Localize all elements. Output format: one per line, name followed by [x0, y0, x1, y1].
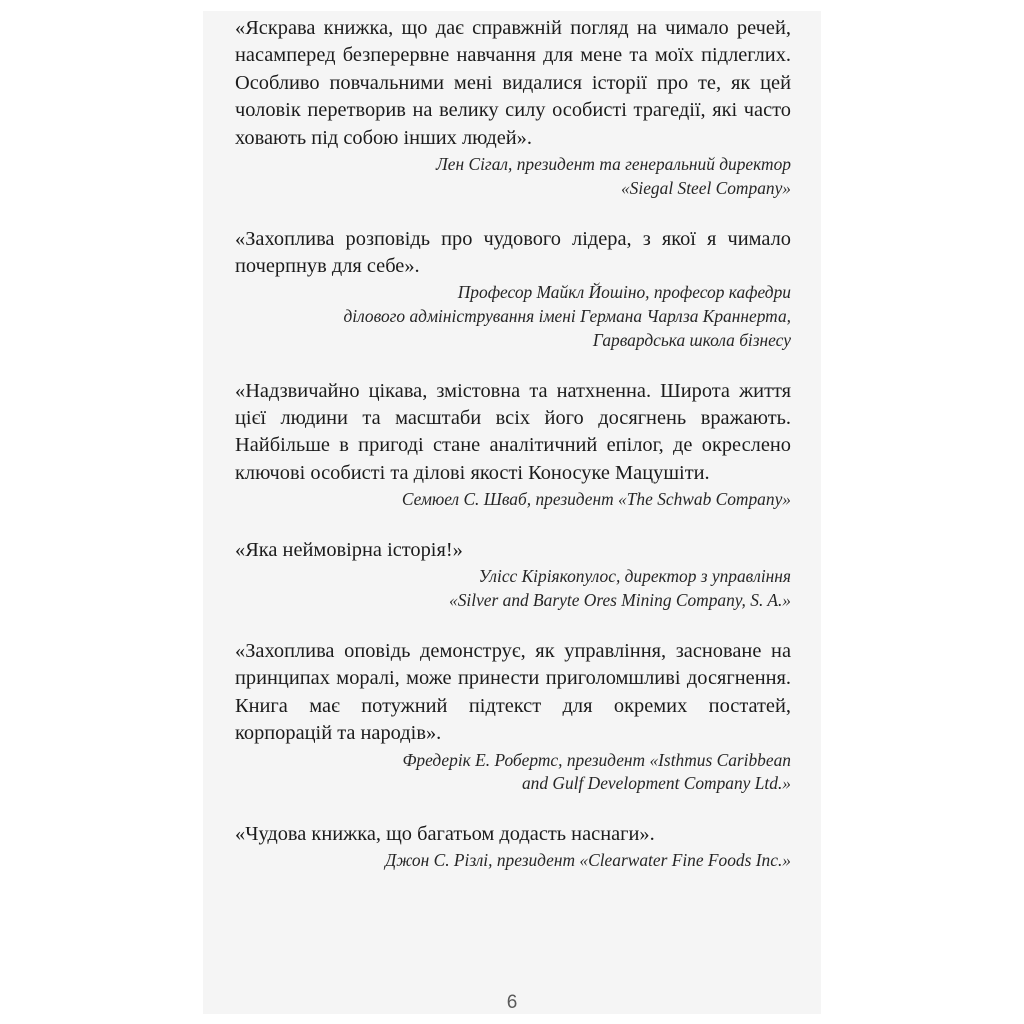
endorsement-attribution-line: Гарвардська школа бізнесу [592, 329, 791, 350]
endorsement-attribution-line: Професор Майкл Йошіно, професор кафедри [457, 282, 791, 303]
endorsement-attribution-line: Улісс Кіріякопулос, директор з управління [478, 566, 791, 587]
endorsement-entry [235, 537, 791, 612]
endorsement-quote: «Яка неймовірна історія!» [235, 539, 463, 562]
endorsements-column [235, 15, 791, 872]
endorsement-attribution-line: Джон С. Різлі, президент «Clearwater Fine Foods Inc.» [385, 850, 791, 871]
endorsement-attribution-line: and Gulf Development Company Ltd.» [521, 773, 791, 794]
endorsement-entry [235, 378, 791, 511]
endorsement-quote: «Чудова книжка, що багатьом додасть наснаги». [235, 823, 655, 846]
endorsement-attribution-line: Лен Сігал, президент та генеральний директор [436, 154, 791, 175]
endorsement-quote: «Яскрава книжка, що дає справжній погляд на чимало речей, насамперед безперервне навчання для мене та моїх підлеглих. Особливо повчальними мені видалися історії про те, як цей чоловік перетворив на велику силу особисті трагедії, які часто ховають під собою інших людей». [235, 17, 791, 149]
endorsement-entry [235, 15, 791, 200]
endorsement-attribution-line: «Siegal Steel Company» [620, 177, 791, 198]
endorsement-quote: «Захоплива розповідь про чудового лідера, з якої я чимало почерпнув для себе». [235, 227, 791, 278]
book-page [203, 11, 821, 1014]
endorsement-attribution-line: Семюел С. Шваб, президент «The Schwab Company» [401, 489, 791, 510]
endorsement-quote: «Захоплива оповідь демонструє, як управління, засноване на принципах моралі, може принести приголомшливі досягнення. Книга має потужний підтекст для окремих постатей, корпорацій та народів». [235, 639, 791, 745]
endorsement-attribution-line: ділового адміністрування імені Германа Чарлза Краннерта, [343, 306, 791, 327]
page-number: 6 [506, 992, 518, 1013]
endorsement-attribution-line: Фредерік Е. Робертс, президент «Isthmus Caribbean [402, 749, 791, 770]
endorsement-entry [235, 226, 791, 352]
endorsement-entry [235, 821, 791, 872]
endorsement-quote: «Надзвичайно цікава, змістовна та натхненна. Широта життя цієї людини та масштаби всіх його досягнень вражають. Найбільше в пригоді стане аналітичний епілог, де окреслено ключові особисті та ділові якості Коносуке Мацушіти. [235, 379, 791, 484]
endorsement-entry [235, 638, 791, 795]
endorsement-attribution-line: «Silver and Baryte Ores Mining Company, S. A.» [449, 590, 791, 611]
